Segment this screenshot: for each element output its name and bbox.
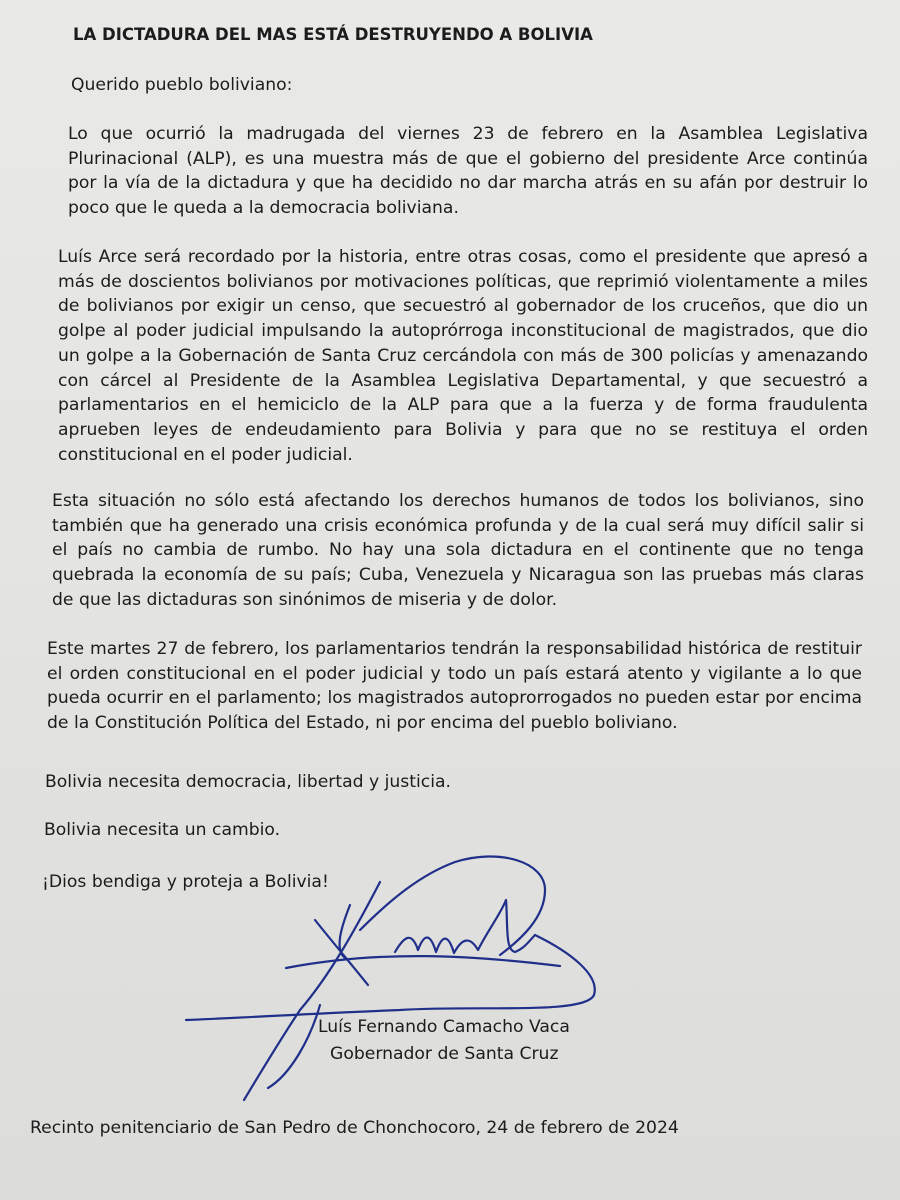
signatory-name: Luís Fernando Camacho Vaca [318,1017,570,1037]
paragraph-2: Luís Arce será recordado por la historia, entre otras cosas, como el presidente que apresó a más de doscientos bolivianos por motivaciones políticas, que reprimió violentamente a miles de bolivianos por exigir un censo, que secuestró al gobernador de los cruceños, que dio un golpe al poder judicial impulsando la autoprórroga inconstitucional de magistrados, que dio un golpe a la Gobernación de Santa Cruz cercándola con más de 300 policías y amenazando con cárcel al Presidente de la Asamblea Legislativa Departamental, y que secuestró a parlamentarios en el hemiciclo de la ALP para que a la fuerza y de forma fraudulenta aprueben leyes de endeudamiento para Bolivia y para que no se restituya el orden constitucional en el poder judicial. [58,247,868,465]
paragraph-4: Este martes 27 de febrero, los parlamentarios tendrán la responsabilidad histórica de restituir el orden constitucional en el poder judicial y todo un país estará atento y vigilante a lo que pueda ocurrir en el parlamento; los magistrados autoprorrogados no pueden estar por encima de la Constitución Política del Estado, ni por encima del pueblo boliviano. [47,639,862,734]
place-and-date: Recinto penitenciario de San Pedro de Chonchocoro, 24 de febrero de 2024 [30,1118,679,1138]
paragraph-1: Lo que ocurrió la madrugada del viernes 23 de febrero en la Asamblea Legislativa Plurinacional (ALP), es una muestra más de que el gobierno del presidente Arce continúa por la vía de la dictadura y que ha decidido no dar marcha atrás en su afán por destruir lo poco que le queda a la democracia boliviana. [68,124,868,219]
letter-greeting: Querido pueblo boliviano: [71,75,293,95]
signatory-role: Gobernador de Santa Cruz [330,1044,559,1064]
letter-title: LA DICTADURA DEL MAS ESTÁ DESTRUYENDO A BOLIVIA [73,25,593,44]
closing-line-change: Bolivia necesita un cambio. [44,820,281,840]
closing-line-blessing: ¡Dios bendiga y proteja a Bolivia! [42,872,329,892]
paragraph-3: Esta situación no sólo está afectando los derechos humanos de todos los bolivianos, sino también que ha generado una crisis económica profunda y de la cual será muy difícil salir si el país no cambia de rumbo. No hay una sola dictadura en el continente que no tenga quebrada la economía de su país; Cuba, Venezuela y Nicaragua son las pruebas más claras de que las dictaduras son sinónimos de miseria y de dolor. [52,491,864,610]
closing-line-democracy: Bolivia necesita democracia, libertad y justicia. [45,772,451,792]
